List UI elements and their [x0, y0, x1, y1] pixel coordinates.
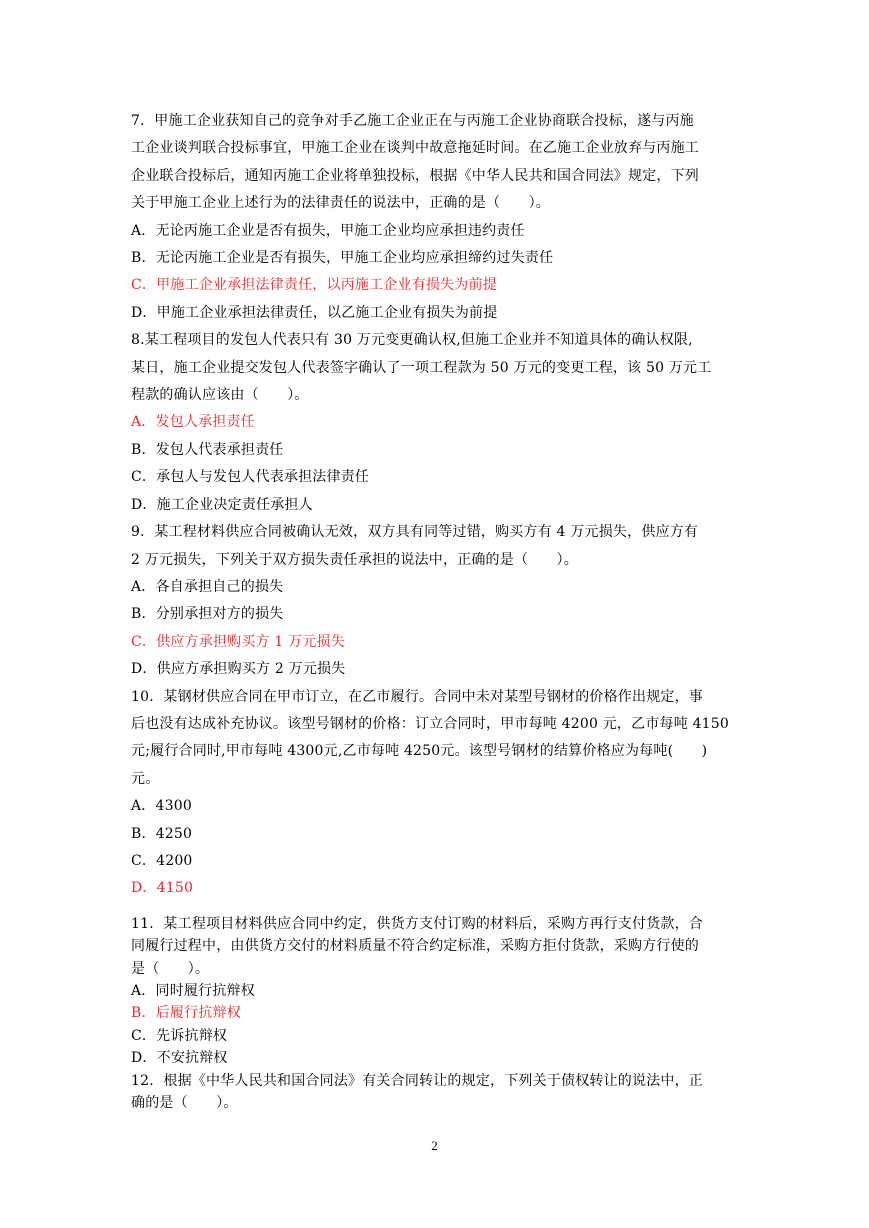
- question-8-option-a-answer: A．发包人承担责任: [131, 414, 255, 431]
- question-10-option-c: C．4200: [131, 852, 193, 869]
- question-12-line-1: 12．根据《中华人民共和国合同法》有关合同转让的规定，下列关于债权转让的说法中，正: [131, 1072, 704, 1089]
- question-7-option-a: A．无论丙施工企业是否有损失，甲施工企业均应承担违约责任: [131, 222, 525, 239]
- question-7-option-c-answer: C．甲施工企业承担法律责任，以丙施工企业有损失为前提: [131, 277, 497, 294]
- question-8-option-b: B．发包人代表承担责任: [131, 441, 284, 458]
- question-10-line-1: 10．某钢材供应合同在甲市订立，在乙市履行。合同中未对某型号钢材的价格作出规定，事: [131, 688, 704, 705]
- question-9-option-b: B．分别承担对方的损失: [131, 606, 284, 623]
- question-8-option-c: C．承包人与发包人代表承担法律责任: [131, 469, 370, 486]
- question-11-line-1: 11．某工程项目材料供应合同中约定，供货方支付订购的材料后，采购方再行支付货款，合: [131, 915, 704, 932]
- question-10-line-3: 元;履行合同时,甲市每吨 4300元,乙市每吨 4250元。该型号钢材的结算价格应为每吨( ): [131, 743, 708, 760]
- question-8-line-2: 某日，施工企业提交发包人代表签字确认了一项工程款为 50 万元的变更工程，该 50 万元工: [131, 359, 712, 376]
- question-7-line-3: 企业联合投标后，通知丙施工企业将单独投标，根据《中华人民共和国合同法》规定，下列: [131, 167, 699, 184]
- question-7-line-2: 工企业谈判联合投标事宜，甲施工企业在谈判中故意拖延时间。在乙施工企业放弃与丙施工: [131, 140, 699, 157]
- question-7-line-1: 7．甲施工企业获知自己的竞争对手乙施工企业正在与丙施工企业协商联合投标，遂与丙施: [131, 113, 694, 129]
- question-11-line-2: 同履行过程中，由供货方交付的材料质量不符合约定标准，采购方拒付货款，采购方行使的: [131, 938, 699, 955]
- question-9-option-c-answer: C．供应方承担购买方 1 万元损失: [131, 633, 345, 650]
- question-8-line-3: 程款的确认应该由（ ）。: [131, 387, 309, 404]
- question-7-line-4: 关于甲施工企业上述行为的法律责任的说法中，正确的是（ ）。: [131, 195, 550, 212]
- question-10-option-d-answer: D．4150: [131, 880, 194, 897]
- question-8-line-1: 8.某工程项目的发包人代表只有 30 万元变更确认权,但施工企业并不知道具体的确认权限,: [131, 332, 693, 349]
- question-12-line-2: 确的是（ ）。: [131, 1095, 238, 1112]
- question-8-option-d: D．施工企业决定责任承担人: [131, 496, 313, 513]
- question-11-option-c: C．先诉抗辩权: [131, 1027, 228, 1044]
- question-7-option-d: D．甲施工企业承担法律责任，以乙施工企业有损失为前提: [131, 304, 498, 321]
- question-11-option-d: D．不安抗辩权: [131, 1050, 228, 1067]
- question-9-line-1: 9．某工程材料供应合同被确认无效，双方具有同等过错，购买方有 4 万元损失，供应方有: [131, 524, 699, 541]
- page-content: [131, 108, 741, 1114]
- question-9-line-2: 2 万元损失，下列关于双方损失责任承担的说法中，正确的是（ ）。: [131, 551, 578, 568]
- question-9-option-d: D．供应方承担购买方 2 万元损失: [131, 661, 346, 678]
- question-11-option-a: A．同时履行抗辩权: [131, 983, 255, 999]
- question-11-option-b-answer: B．后履行抗辩权: [131, 1005, 241, 1022]
- question-10-line-4: 元。: [131, 770, 160, 787]
- question-10-option-a: A．4300: [131, 798, 192, 815]
- page-number: 2: [431, 1138, 438, 1153]
- question-11-line-3: 是（ ）。: [131, 960, 210, 977]
- question-7-option-b: B．无论丙施工企业是否有损失，甲施工企业均应承担缔约过失责任: [131, 250, 554, 267]
- question-10-line-2: 后也没有达成补充协议。该型号钢材的价格：订立合同时，甲市每吨 4200 元，乙市每吨 4150: [131, 715, 730, 732]
- question-10-option-b: B．4250: [131, 825, 193, 842]
- question-9-option-a: A．各自承担自己的损失: [131, 578, 284, 595]
- section-gap: [131, 903, 741, 913]
